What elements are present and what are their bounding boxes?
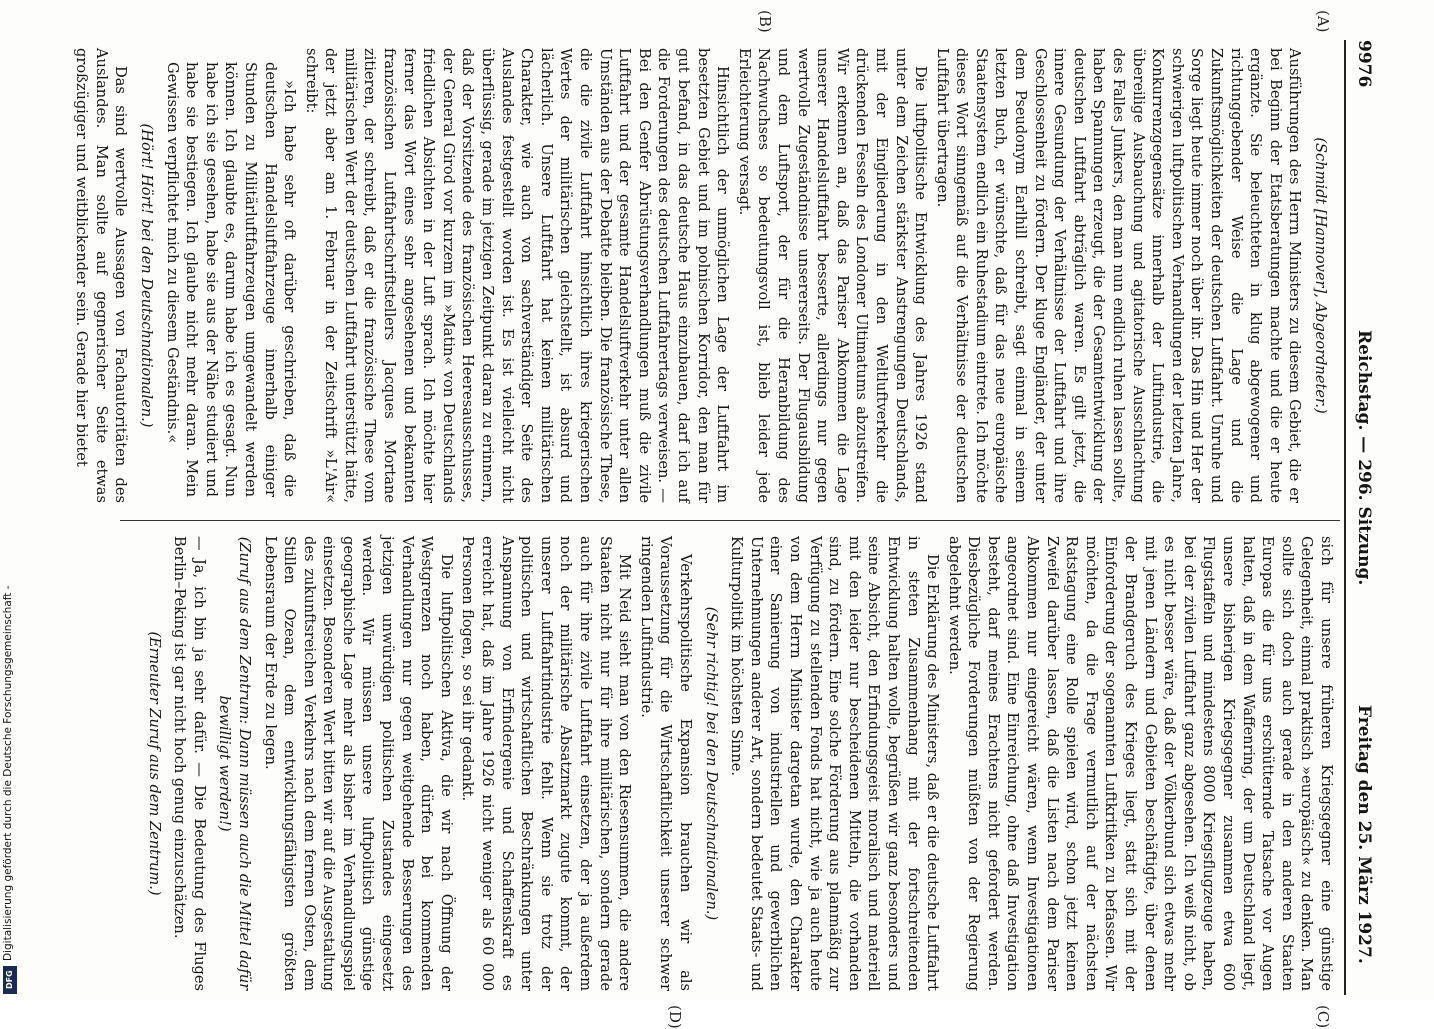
session-date: Freitag den 25. März 1927. bbox=[1354, 705, 1374, 964]
interjection: (Erneuter Zuruf aus dem Zentrum.) bbox=[145, 631, 163, 896]
paragraph: Die Erklärung des Ministers, daß er die deutsche Luftfahrt in steten Zusammenhang mit der fortschreitenden Entwicklung halten wolle, begrüßen wir ganz besonders und seine Absicht, den Erfindungsgeist moralisch und materiell mit den leider nur bescheidenen Mitteln, die vorhanden sind, zu fördern. Eine solche Förderung aus planmäßig zur Verfügung zu stellenden Fonds hat nicht, wie ja auch heute von dem Herrn Minister dargetan wurde, den Charakter einer Sanierung von industriellen und gewerblichen Unternehmungen anderer Art, sondern bedeutet Staats- und Kulturpolitik im höchsten Sinne. bbox=[728, 536, 942, 992]
page-title: Reichstag. — 296. Sitzung. bbox=[1354, 330, 1374, 586]
interjection: (Zuruf aus dem Zentrum: Dann müssen auch die Mittel dafür bewilligt werden!) bbox=[216, 536, 253, 991]
header-rule bbox=[1344, 40, 1346, 995]
speaker-line: (Schmidt [Hannover], Abgeordneter.) bbox=[1312, 137, 1329, 414]
dfg-logo: DFG bbox=[3, 966, 17, 994]
page-header bbox=[1348, 40, 1374, 995]
page-number: 9976 bbox=[1354, 40, 1374, 88]
paragraph: Mit Neid sieht man von den Riesensummen, die andere Staaten nicht nur für ihre militärischen, sondern gerade auch für ihre zivile Luftfahrt einsetzen, der ja außerdem noch der militärische Absatzmarkt zugute kommt, der unserer Luftfahrtindustrie fehlt. Wenn sie trotz der politischen und wirtschaftlichen Beschränkungen unter Anspannung von Erfindergenie und Schaffenskraft es erreicht hat, daß im Jahre 1926 nicht weniger als 60 000 Personen flogen, so sei ihr gedankt. bbox=[459, 536, 634, 991]
rotated-page-content bbox=[73, 10, 1374, 1029]
right-column bbox=[106, 536, 1336, 991]
quotation: »Ich habe sehr oft darüber geschrieben, daß die deutschen Handelsluftfahrzeuge innerhalb einiger Stunden zu Militärluftfahrzeugen umgewandelt werden können. Ich glaubte es, darum habe ich es gesagt. Nun habe ich sie gesehen, habe sie aus der Nähe studiert und habe sie bestiegen. Ich glaube nicht mehr daran. Mein Gewissen verpflichtet mich zu diesem Geständnis.« bbox=[163, 62, 299, 497]
margin-marker-c: (C) bbox=[1314, 1005, 1332, 1029]
margin-marker-a: (A) bbox=[1314, 10, 1332, 33]
column-divider bbox=[120, 520, 1340, 521]
paragraph: Das sind wertvolle Aussagen von Fachautoritäten des Auslandes. Man sollte auf gegnerischer Seite etwas großzügiger und weitblickender sein. Gerade hier bietet bbox=[73, 48, 130, 503]
interjection: (Hört! Hört! bei den Deutschnationalen.) bbox=[137, 123, 155, 428]
paragraph: Die luftpolitischen Aktiva, die wir nach Öffnung der Westgrenzen noch haben, dürfen bei kommenden Verhandlungen nur gegen weitgehende Besserungen des jetzigen unwürdigen politischen Zustandes eingesetzt werden. Wir müssen unsere luftpolitisch günstige geographische Lage mehr als bisher im Verhandlungsspiel einsetzen. Besonderen Wert bitten wir auf die Ausgestaltung des zukunftsreichen Verkehrs nach dem fernen Osten, dem Stillen Ozean, dem entwicklungsfähigsten größten Lebensraum der Erde zu legen. bbox=[261, 536, 455, 991]
paragraph: sich für unsere früheren Kriegsgegner eine günstige Gelegenheit, einmal praktisch »europäisch« zu denken. Man sollte sich doch auch gerade in den anderen Staaten Europas die für uns erschütternde Tatsache vor Augen halten, daß in dem Waffenring, der um Deutschland liegt, unsere bisherigen Kriegsgegner zusammen etwa 600 Flugstaffeln und mindestens 8000 Kriegsflugzeuge haben, bei der zivilen Luftfahrt ganz abgesehen. Ich weiß nicht, ob es nicht besser wäre, daß der Völkerbund sich etwas mehr mit jenen Ländern und Gebieten beschäftigte, über denen der Brandgeruch des Krieges liegt, statt sich mit der Einforderung der sogenannten Luftkritiken zu befassen. Wir möchten, da die Frage vermutlich auf der nächsten Ratstagung eine Rolle spielen wird, schon jetzt keinen Zweifel darüber lassen, daß die Listen nach dem Pariser Abkommen nur eingereicht wären, wenn Investigationen angeordnet sind. Eine Einreichung, ohne daß Investigation besteht, darf meines Erachtens nicht gefordert werden. Diesbezügliche Forderungen müßten von der Regierung abgelehnt werden. bbox=[945, 536, 1335, 991]
paragraph: Hinsichtlich der unmöglichen Lage der Luftfahrt im besetzten Gebiet und im polnischen Korridor, den man für gut befand, in das deutsche Haus einzubauen, darf ich auf die Forderungen des deutschen Luftfahrertags verweisen. — Bei den Genfer Abrüstungsverhandlungen muß die zivile Luftfahrt und der gesamte Handelsluftverkehr unter allen Umständen aus der Debatte bleiben. Die französische These, die die zivile Luftfahrt hinsichtlich ihres kriegerischen Wertes der militärischen gleichstellt, ist absurd und lächerlich. Unsere Luftfahrt hat keinen militärischen Charakter, wie auch von sachverständiger Seite des Auslandes festgestellt worden ist. Es ist vielleicht nicht überflüssig, gerade im jetzigen Zeitpunkt daran zu erinnern, daß der Vorsitzende des französischen Heeresausschusses, der General Girod vor kurzem im »Matin« von Deutschlands friedlichen Absichten in der Luft sprach. Ich möchte hier ferner das Wort eines sehr angesehenen und bekannten französischen Luftfahrtschriftstellers Jacques Mortane zitieren, der schreibt, daß er die französische These vom militärischen Wert der deutschen Luftfahrt unterstützt hätte, der jetzt aber am 1. Februar in der Zeitschrift »L'Air« schreibt: bbox=[302, 48, 732, 503]
paragraph: Die luftpolitische Entwicklung des Jahres 1926 stand unter dem Zeichen stärkster Anstrengungen Deutschlands, mit der Eingliederung in den Weltluftverkehr die drückenden Fesseln des Londoner Ultimatums abzustreifen. Wir erkennen an, daß das Pariser Abkommen die Lage unserer Handelsluftfahrt besserte, allerdings nur gegen wertvolle Zugeständnisse unsererseits. Der Flugausbildung und dem Luftsport, der für die Heranbildung des Nachwuchses so bedeutungsvoll ist, blieb leider jede Erleichterung versagt. bbox=[735, 48, 930, 503]
interjection: (Sehr richtig! bei den Deutschnationalen.) bbox=[702, 606, 720, 921]
margin-marker-d: (D) bbox=[666, 1005, 684, 1029]
paragraph: — Ja, ich bin ja sehr dafür. — Die Bedeutung des Fluges Berlin–Peking ist gar nicht hoch genug einzuschätzen. bbox=[171, 536, 208, 991]
margin-marker-b: (B) bbox=[756, 10, 774, 33]
paragraph: Ausführungen des Herrn Ministers zu diesem Gebiet, die er bei Beginn der Etatsberatungen machte und die er heute ergänzte. Sie beleuchteten in klug abgewogener und richtunggebender Weise die Lage und die Zukunftsmöglichkeiten der deutschen Luftfahrt. Unruhe und Sorge liegt heute immer noch über ihr. Das Hin und Her der schwierigen luftpolitischen Verhandlungen der letzten Jahre, Konkurrenzgegensätze innerhalb der Luftindustrie, die übereilige Ausbauchung und agitatorische Ausschlachtung des Falles Junkers, den man nun endlich ruhen lassen sollte, haben Spannungen erzeugt, die der Gesamtentwicklung der deutschen Luftfahrt abträglich waren. Es gilt jetzt, die innere Gesundung der Verhältnisse der Luftfahrt und ihre Geschlossenheit zu fördern. Der kluge Engländer, der unter dem Pseudonym Earlhill schreibt, sagt einmal in seinem letzten Buch, er wünschte, daß für das neue europäische Staatensystem endlich ein Ruhestadium eintrete. Ich möchte dieses Wort sinngemäß auf die Verhältnisse der deutschen Luftfahrt übertragen. bbox=[933, 48, 1304, 503]
digitization-credit: Digitalisierung gefördert durch die Deutsche Forschungsgemeinschaft - bbox=[2, 585, 14, 961]
paragraph: Verkehrspolitische Expansion brauchen wir als Voraussetzung für die Wirtschaftlichkeit unserer schwer ringenden Luftindustrie. bbox=[637, 536, 694, 991]
left-column bbox=[73, 48, 1336, 503]
